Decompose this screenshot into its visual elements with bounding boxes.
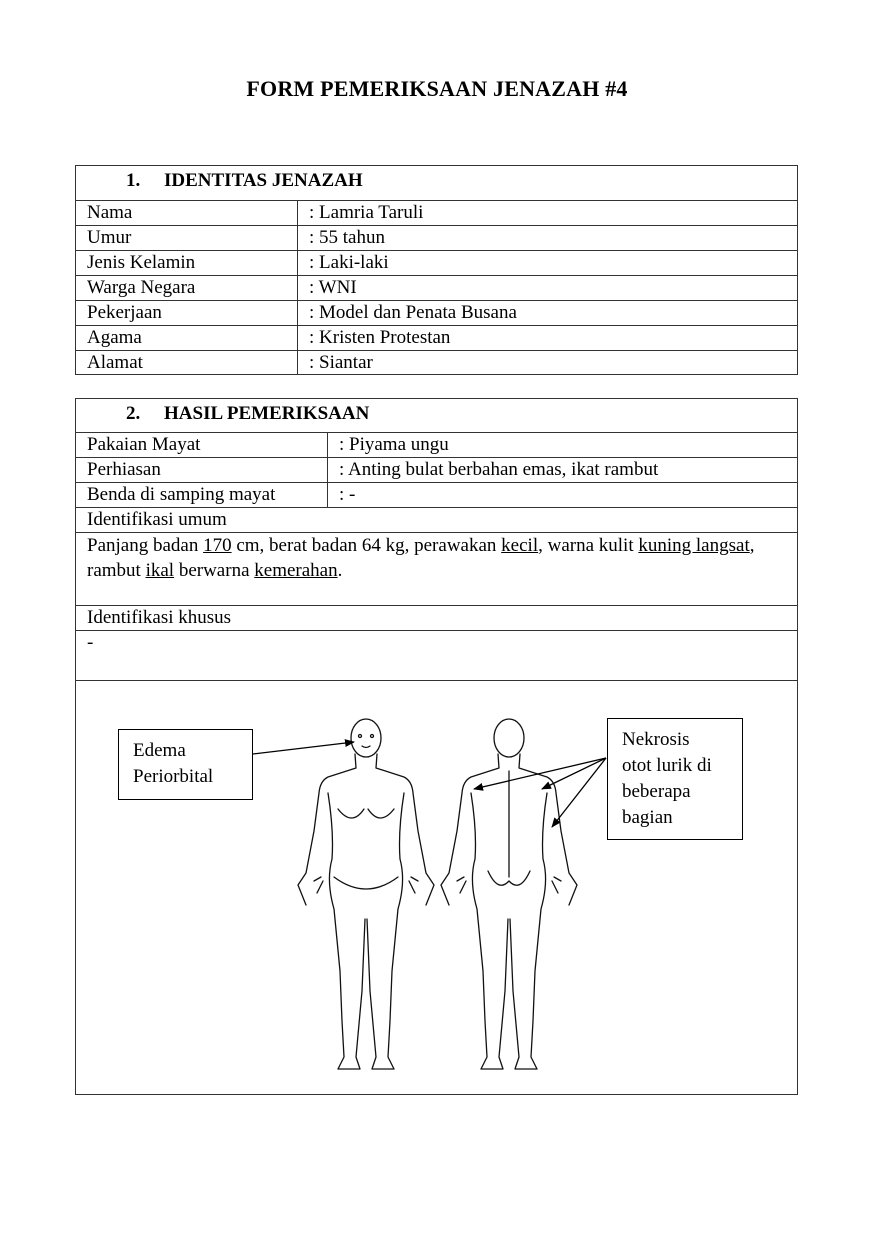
general-id-label: Identifikasi umum <box>87 509 227 530</box>
identity-label: Alamat <box>87 352 143 373</box>
identity-table <box>75 165 798 375</box>
callout-necrosis: Nekrosis otot lurik di beberapa bagian <box>607 718 743 840</box>
identity-row-name <box>76 200 797 225</box>
identity-value: : Siantar <box>297 351 797 374</box>
identity-label: Pekerjaan <box>87 302 162 323</box>
identity-label: Agama <box>87 327 142 348</box>
callout-edema: Edema Periorbital <box>118 729 253 800</box>
identity-value: : Kristen Protestan <box>297 326 797 350</box>
identity-row-gender <box>76 250 797 275</box>
special-id-label: Identifikasi khusus <box>87 607 232 628</box>
exam-value: : Piyama ungu <box>327 433 797 457</box>
section1-heading: 1. IDENTITAS JENAZAH <box>126 170 363 191</box>
general-id-text-row <box>76 532 797 605</box>
general-id-text: Panjang badan 170 cm, berat badan 64 kg, perawakan kecil, warna kulit kuning langsat, rambut ikal berwarna kemerahan. <box>87 535 755 581</box>
body-diagram-box <box>75 680 798 1095</box>
exam-row-objects <box>76 482 797 507</box>
identity-row-address <box>76 350 797 374</box>
exam-label: Perhiasan <box>87 459 161 480</box>
form-title: FORM PEMERIKSAAN JENAZAH #4 <box>246 76 628 101</box>
general-id-label-row <box>76 507 797 532</box>
exam-value: : - <box>327 483 797 507</box>
exam-label: Pakaian Mayat <box>87 434 201 455</box>
edema-arrow <box>253 742 354 754</box>
identity-value: : WNI <box>297 276 797 300</box>
identity-row-age <box>76 225 797 250</box>
annotation-arrows <box>253 742 606 827</box>
front-body-figure <box>298 719 434 1069</box>
section2-heading: 2. HASIL PEMERIKSAAN <box>126 403 370 424</box>
identity-value: : Model dan Penata Busana <box>297 301 797 325</box>
exam-row-jewelry <box>76 457 797 482</box>
back-body-figure <box>441 719 577 1069</box>
identity-row-religion <box>76 325 797 350</box>
identity-row-occupation <box>76 300 797 325</box>
identity-label: Umur <box>87 227 132 248</box>
identity-label: Jenis Kelamin <box>87 252 196 273</box>
identity-value: : Lamria Taruli <box>297 201 797 225</box>
special-id-text: - <box>87 632 94 653</box>
necrosis-arrow-2 <box>542 758 606 789</box>
identity-label: Warga Negara <box>87 277 196 298</box>
identity-value: : Laki-laki <box>297 251 797 275</box>
special-id-text-row <box>76 630 797 680</box>
identity-row-citizenship <box>76 275 797 300</box>
special-id-label-row <box>76 605 797 630</box>
exam-row-clothing <box>76 432 797 457</box>
identity-value: : 55 tahun <box>297 226 797 250</box>
exam-label: Benda di samping mayat <box>87 484 276 505</box>
identity-label: Nama <box>87 202 133 223</box>
exam-value: : Anting bulat berbahan emas, ikat rambut <box>327 458 797 482</box>
examination-table <box>75 398 798 681</box>
